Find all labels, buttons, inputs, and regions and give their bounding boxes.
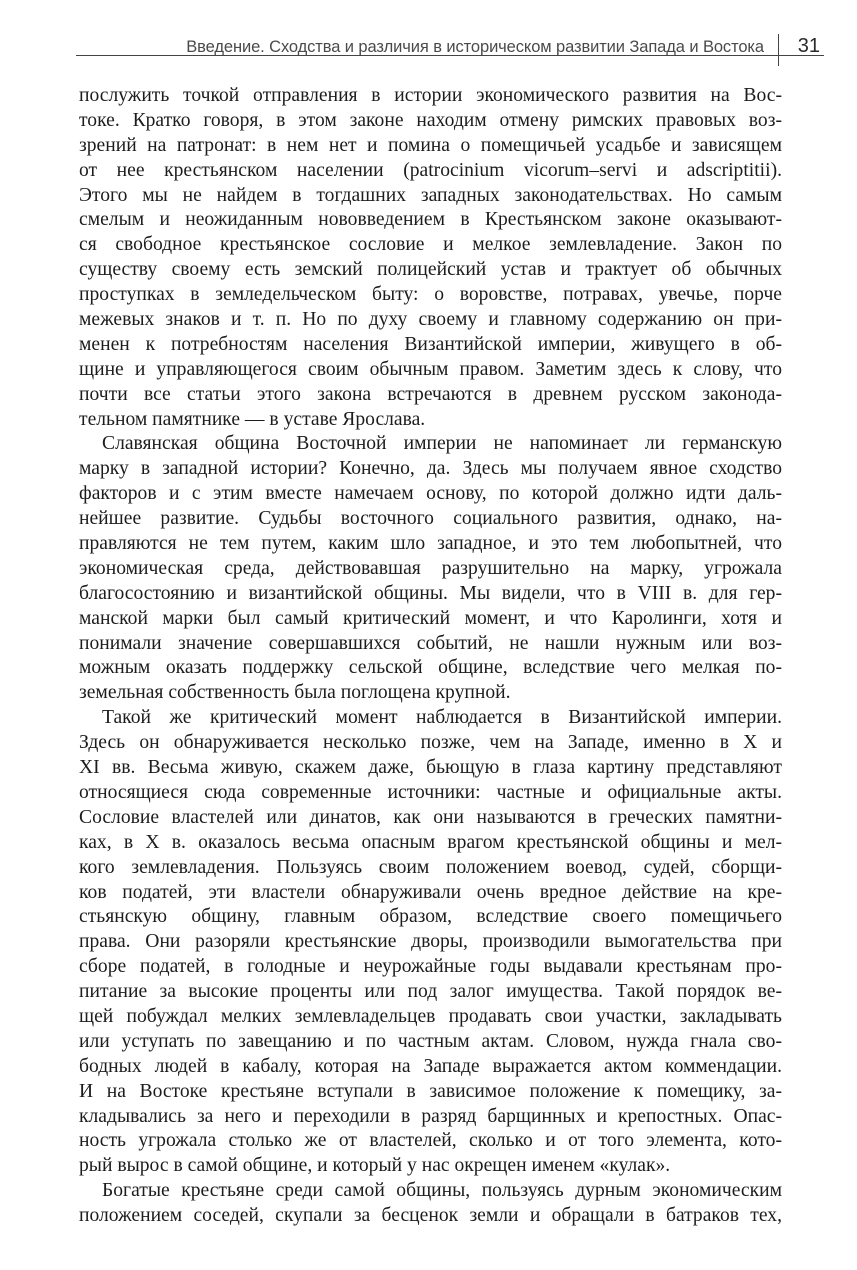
- text-line: существу своему есть земский полицейский устав и трактует об обычных: [79, 259, 782, 281]
- running-title: Введение. Сходства и различия в историческом развитии Запада и Востока: [186, 38, 764, 56]
- text-line: кого землевладения. Пользуясь своим положением воевод, судей, сборщи-: [79, 856, 782, 878]
- text-line: И на Востоке крестьяне вступали в зависимое положение к помещику, за-: [79, 1080, 782, 1102]
- text-line: сборе податей, в голодные и неурожайные годы выдавали крестьянам про-: [79, 956, 782, 978]
- text-line: кладывались за него и переходили в разряд барщинных и крепостных. Опас-: [79, 1105, 782, 1127]
- text-line: можным оказать поддержку сельской общине, вследствие чего мелкая по-: [79, 657, 782, 679]
- text-line: Славянская община Восточной империи не напоминает ли германскую: [102, 433, 782, 455]
- header-separator: [778, 34, 779, 66]
- text-line: Этого мы не найдем в тогдашних западных законодательствах. Но самым: [79, 184, 782, 206]
- text-line: нейшее развитие. Судьбы восточного социального развития, однако, на-: [79, 508, 782, 530]
- running-head: [76, 34, 824, 66]
- body-text: [79, 84, 782, 1229]
- text-line: тельном памятнике — в уставе Ярослава.: [79, 408, 426, 430]
- text-line: манской марки был самый критический момент, и что Каролинги, хотя и: [79, 607, 782, 629]
- paragraph: [79, 706, 782, 1179]
- text-line: XI вв. Весьма живую, скажем даже, бьющую в глаза картину представляют: [79, 757, 782, 779]
- text-line: благосостоянию и византийской общины. Мы видели, что в VIII в. для гер-: [79, 582, 782, 604]
- text-line: от нее крестьянском населении (patrocinium vicorum–servi и adscriptitii).: [79, 159, 782, 181]
- text-line: зрений на патронат: в нем нет и помина о помещичьей усадьбе и зависящем: [79, 134, 782, 156]
- text-line: менен к потребностям населения Византийской империи, живущего в об-: [79, 333, 782, 355]
- text-line: факторов и с этим вместе намечаем основу, по которой должно идти даль-: [79, 483, 782, 505]
- text-line: межевых знаков и т. п. Но по духу своему и главному содержанию он при-: [79, 309, 782, 331]
- text-line: ся свободное крестьянское сословие и мелкое землевладение. Закон по: [79, 234, 782, 256]
- text-line: относящиеся сюда современные источники: частные и официальные акты.: [79, 781, 782, 803]
- text-line: Такой же критический момент наблюдается в Византийской империи.: [102, 707, 782, 729]
- paragraph: [79, 432, 782, 706]
- text-line: щей побуждал мелких землевладельцев продавать свои участки, закладывать: [79, 1005, 782, 1027]
- text-line: ках, в X в. оказалось весьма опасным врагом крестьянской общины и мел-: [79, 831, 782, 853]
- text-line: или уступать по завещанию и по частным актам. Словом, нужда гнала сво-: [79, 1030, 782, 1052]
- text-line: понимали значение совершавшихся событий, не нашли нужным или воз-: [79, 632, 782, 654]
- text-line: права. Они разоряли крестьянские дворы, производили вымогательства при: [79, 931, 782, 953]
- text-line: питание за высокие проценты или под залог имущества. Такой порядок ве-: [79, 981, 782, 1003]
- text-line: правляются не тем путем, каким шло западное, и это тем любопытней, что: [79, 533, 782, 555]
- text-line: послужить точкой отправления в истории экономического развития на Вос-: [79, 85, 782, 106]
- text-line: Сословие властелей или динатов, как они называются в греческих памятни-: [79, 806, 782, 828]
- text-line: смелым и неожиданным нововведением в Крестьянском законе оказывают-: [79, 209, 782, 231]
- text-line: стьянскую общину, главным образом, вследствие своего помещичьего: [79, 906, 782, 928]
- text-line: положением соседей, скупали за бесценок земли и обращали в батраков тех,: [79, 1205, 782, 1227]
- paragraph: [79, 1179, 782, 1229]
- text-line: Богатые крестьяне среди самой общины, пользуясь дурным экономическим: [102, 1180, 782, 1202]
- text-line: экономическая среда, действовавшая разрушительно на марку, угрожала: [79, 557, 782, 579]
- text-line: почти все статьи этого закона встречаются в древнем русском законода-: [79, 383, 782, 405]
- page-number: 31: [797, 35, 820, 57]
- text-line: ков податей, эти властели обнаруживали очень вредное действие на кре-: [79, 881, 782, 903]
- text-line: токе. Кратко говоря, в этом законе находим отмену римских правовых воз-: [79, 109, 782, 131]
- text-line: Здесь он обнаруживается несколько позже, чем на Западе, именно в X и: [79, 732, 782, 754]
- text-line: рый вырос в самой общине, и который у нас окрещен именем «кулак».: [79, 1155, 671, 1177]
- text-line: бодных людей в кабалу, которая на Западе выражается актом коммендации.: [79, 1055, 782, 1077]
- text-line: щине и управляющегося своим обычным правом. Заметим здесь к слову, что: [79, 358, 782, 380]
- text-line: марку в западной истории? Конечно, да. Здесь мы получаем явное сходство: [79, 458, 782, 480]
- text-line: земельная собственность была поглощена крупной.: [79, 682, 511, 704]
- paragraph: [79, 84, 782, 432]
- text-line: ность угрожала столько же от властелей, сколько и от того элемента, кото-: [79, 1130, 782, 1152]
- text-line: проступках в земледельческом быту: о воровстве, потравах, увечье, порче: [79, 284, 782, 306]
- header-rule: [76, 55, 824, 56]
